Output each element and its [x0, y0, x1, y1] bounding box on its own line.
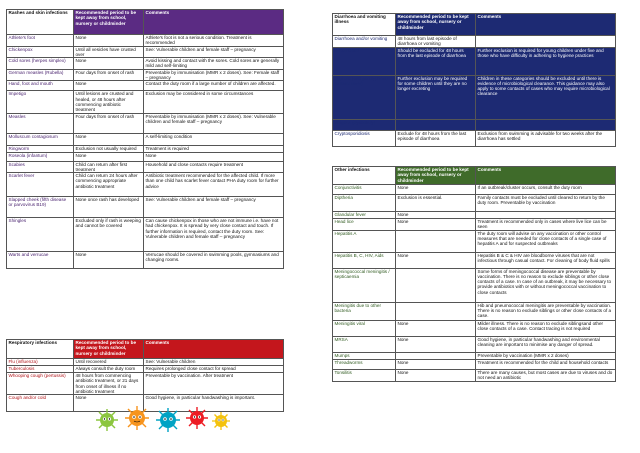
table-row	[333, 119, 616, 130]
condition-cell: Meningitis viral	[333, 320, 396, 336]
period-cell: None	[74, 252, 144, 269]
section-label: Respiratory infections	[7, 340, 74, 359]
section-label: Diarrhoea and vomiting illness	[333, 14, 396, 36]
period-cell: None	[396, 320, 476, 336]
condition-cell: Scabies	[7, 161, 74, 173]
condition-cell: Chickenpox	[7, 46, 74, 58]
comments-cell: Exclusion may be considered in some circumstances	[144, 91, 284, 113]
condition-cell: Hepatitis A	[333, 230, 396, 252]
comments-cell: None	[144, 152, 284, 161]
comments-cell: The duty room will advise on any vaccination or other control measures that are needed for close contacts of a single case of hepatitis A and for suspected outbreaks	[476, 230, 616, 252]
period-header: Recommended period to be kept away from school, nursery or childminder	[74, 10, 144, 35]
condition-cell: Impetigo	[7, 91, 74, 113]
condition-cell: Molluscum contagiosum	[7, 133, 74, 145]
table-row	[333, 359, 616, 369]
condition-cell: Mumps	[333, 352, 396, 359]
comments-cell: Contact the duty room if a large number of children are affected.	[144, 81, 284, 91]
period-cell	[396, 119, 476, 130]
comments-cell: Preventable by immunisation (MMR x 2 doses). See: Female staff – pregnancy	[144, 69, 284, 81]
diarrhoea-table	[332, 13, 616, 147]
comments-cell: Avoid kissing and contact with the sores. Cold sores are generally mild and self-limiting	[144, 58, 284, 70]
comments-cell: Treatment is recommended only in cases where live lice can be seen	[476, 219, 616, 231]
condition-cell: Conjunctivitis	[333, 185, 396, 195]
period-cell: None	[396, 212, 476, 219]
comments-cell: A self-limiting condition	[144, 133, 284, 145]
period-cell: 48 hours from last episode of diarrhoea or vomiting	[396, 36, 476, 48]
comments-cell: If an outbreak/cluster occurs, consult the duty room	[476, 185, 616, 195]
condition-cell: Diarrhoea and/or vomiting	[333, 36, 396, 48]
condition-cell: Shigella (dysentery)	[333, 119, 396, 130]
condition-cell: Athlete's foot	[7, 35, 74, 47]
table-row	[333, 268, 616, 302]
table-row	[7, 69, 284, 81]
period-cell: Exclusion not usually required	[74, 145, 144, 152]
comments-cell: Exclusion from swimming is advisable for two weeks after the diarrhoea has settled	[476, 130, 616, 146]
table-row	[7, 359, 284, 366]
table-row	[333, 212, 616, 219]
period-cell: 48 hours from commencing antibiotic treatment, or 21 days from onset of illness if no antibiotic treatment	[74, 373, 144, 395]
condition-cell: Slapped cheek (fifth disease or parvovirus B19)	[7, 197, 74, 218]
table-header	[333, 14, 616, 36]
table-row	[7, 173, 284, 197]
period-cell: None	[74, 133, 144, 145]
section-label: Rashes and skin infections	[7, 10, 74, 35]
comments-cell: Preventable by immunisation (MMR x 2 doses). See: Vulnerable children and female staff – pregnancy	[144, 113, 284, 133]
comments-header: Comments	[144, 10, 284, 35]
rashes-table	[6, 9, 284, 269]
comments-cell: Family contacts must be excluded until cleared to return by the duty room. Preventable by vaccination	[476, 195, 616, 212]
condition-cell: MRSA	[333, 336, 396, 352]
period-cell	[396, 302, 476, 320]
condition-cell: Warts and verrucae	[7, 252, 74, 269]
period-cell: Until recovered	[74, 359, 144, 366]
germ-icon	[125, 406, 149, 430]
comments-cell: Good hygiene, in particular handwashing is important.	[144, 395, 284, 412]
right-page	[320, 0, 640, 453]
condition-cell: Hepatitis B, C, HIV, Aids	[333, 252, 396, 268]
period-cell: None	[396, 219, 476, 231]
condition-cell: Head lice	[333, 219, 396, 231]
table-row	[333, 130, 616, 146]
table-row	[7, 218, 284, 252]
condition-cell: Threadworms	[333, 359, 396, 369]
condition-cell: Flu (influenza)	[7, 359, 74, 366]
condition-cell: Whooping cough (pertussis)	[7, 373, 74, 395]
condition-cell: German measles (Rubella)	[7, 69, 74, 81]
table-row	[7, 145, 284, 152]
comments-cell: Treatment is required	[144, 145, 284, 152]
germ-icon	[212, 412, 230, 430]
comments-header: Comments	[144, 340, 284, 359]
table-row	[333, 336, 616, 352]
comments-cell	[476, 119, 616, 130]
period-cell: None	[396, 185, 476, 195]
comments-cell: Further exclusion is required for young children under five and those who have difficulty in adhering to hygiene practices	[476, 47, 616, 75]
germ-icon	[186, 407, 208, 429]
comments-cell: See: Vulnerable children and female staff – pregnancy	[144, 46, 284, 58]
comments-cell: Preventable by vaccination (MMR x 2 doses)	[476, 352, 616, 359]
period-cell: Exclude for 48 hours from the last episode of diarrhoea	[396, 130, 476, 146]
condition-cell: Hand, foot and mouth	[7, 81, 74, 91]
period-cell: Child can return after first treatment	[74, 161, 144, 173]
other-infections-table	[332, 166, 616, 382]
period-cell: None	[74, 35, 144, 47]
period-cell	[396, 268, 476, 302]
condition-cell: Typhoid (and paratyphoid) (enteric fever)	[333, 75, 396, 119]
table-row	[7, 197, 284, 218]
period-cell: Excluded only if rash is weeping and cannot be covered	[74, 218, 144, 252]
table-row	[7, 113, 284, 133]
period-cell: Should be excluded for 48 hours from the last episode of diarrhoea	[396, 47, 476, 75]
condition-cell: Meningococcal meningitis / septicaemia	[333, 268, 396, 302]
comments-header: Comments	[476, 167, 616, 185]
table-row	[333, 320, 616, 336]
table-row	[7, 366, 284, 373]
table-row	[333, 230, 616, 252]
table-row	[333, 352, 616, 359]
table-row	[333, 75, 616, 119]
condition-cell: Shingles	[7, 218, 74, 252]
table-header	[333, 167, 616, 185]
comments-cell: Preventable by vaccination. After treatment	[144, 373, 284, 395]
comments-cell: Milder illness. There is no reason to exclude siblingsand other close contacts of a case. Contact tracing is not required	[476, 320, 616, 336]
period-cell	[396, 230, 476, 252]
table-row	[7, 58, 284, 70]
period-cell: None	[396, 252, 476, 268]
table-row	[333, 302, 616, 320]
comments-cell: Can cause chickenpox in those who are not immune i.e. have not had chickenpox. It is spread by very close contact and touch. If further information is required, contact the duty room. See: Vulnerable children and female staff – pregnancy	[144, 218, 284, 252]
condition-cell: Tonsilitis	[333, 369, 396, 381]
condition-cell: Cryptosporidiosis	[333, 130, 396, 146]
table-row	[7, 133, 284, 145]
period-cell: Until all vesicles have crusted over	[74, 46, 144, 58]
condition-cell: Roseola (infantum)	[7, 152, 74, 161]
condition-cell: Tuberculosis	[7, 366, 74, 373]
period-header: Recommended period to be kept away from school, nursery or childminder	[396, 14, 476, 36]
table-row	[7, 373, 284, 395]
table-row	[333, 219, 616, 231]
period-cell: Further exclusion may be required for some children until they are no longer excreting	[396, 75, 476, 119]
comments-cell: There are many causes, but most cases are due to viruses and do not need an antibiotic	[476, 369, 616, 381]
comments-cell: Requires prolonged close contact for spread	[144, 366, 284, 373]
condition-cell: Diptheria	[333, 195, 396, 212]
comments-cell: Verrucae should be covered in swimming pools, gymnasiums and changing rooms.	[144, 252, 284, 269]
period-cell: None	[74, 152, 144, 161]
comments-cell: Children in these categories should be excluded until there is evidence of microbiological clearance. This guidance may also apply to some contacts of cases who may require microbiological clearance	[476, 75, 616, 119]
table-header	[7, 10, 284, 35]
germ-icon	[96, 409, 118, 431]
condition-cell: Cough and/or cold	[7, 395, 74, 412]
comments-cell: Good hygiene, in particular handwashing and environmental cleaning are important to minimise any danger of spread.	[476, 336, 616, 352]
table-row	[7, 152, 284, 161]
period-cell: None	[396, 359, 476, 369]
comments-cell: See: Vulnerable children and female staff – pregnancy	[144, 197, 284, 218]
comments-cell	[476, 212, 616, 219]
table-row	[7, 46, 284, 58]
comments-cell: See: Vulnerable children	[144, 359, 284, 366]
period-cell: None	[74, 81, 144, 91]
period-cell: None once rash has developed	[74, 197, 144, 218]
condition-cell: E Coli O157	[333, 47, 396, 75]
table-row	[333, 252, 616, 268]
table-header	[7, 340, 284, 359]
condition-cell: Meningitis due to other bacteria	[333, 302, 396, 320]
period-cell: None	[396, 369, 476, 381]
condition-cell: Glandular fever	[333, 212, 396, 219]
condition-cell: Ringworm	[7, 145, 74, 152]
period-header: Recommended period to be kept away from school, nursery or childminder	[396, 167, 476, 185]
comments-header: Comments	[476, 14, 616, 36]
comments-cell: Athlete's foot is not a serious condition. Treatment is recommended	[144, 35, 284, 47]
comments-cell: Antibiotic treatment recommended for the affected child. If more than one child has scarlet fever contact PHA duty room for further advice	[144, 173, 284, 197]
period-cell	[396, 352, 476, 359]
comments-cell: Hib and pneumococcal meningitis are preventable by vaccination. There is no reason to exclude siblings or other close contacts of a case.	[476, 302, 616, 320]
period-cell: None	[74, 58, 144, 70]
section-label: Other infections	[333, 167, 396, 185]
table-row	[333, 47, 616, 75]
comments-cell: Treatment is recommended for the child and household contacts	[476, 359, 616, 369]
period-cell: Four days from onset of rash	[74, 69, 144, 81]
table-row	[7, 35, 284, 47]
germ-cartoon-icons	[93, 402, 233, 436]
period-cell: Until lesions are crusted and healed, or 48 hours after commencing antibiotic treatment	[74, 91, 144, 113]
period-cell: Child can return 24 hours after commencing appropriate antibiotic treatment	[74, 173, 144, 197]
period-cell: None	[74, 395, 144, 412]
table-row	[333, 195, 616, 212]
period-cell: Exclusion is essential.	[396, 195, 476, 212]
condition-cell: Cold sores (herpes simplex)	[7, 58, 74, 70]
period-cell: Always consult the duty room	[74, 366, 144, 373]
period-cell: None	[396, 336, 476, 352]
germ-icon	[156, 408, 180, 432]
condition-cell: Scarlet fever	[7, 173, 74, 197]
comments-cell: Hepatitis B & C & HIV are bloodborne viruses that are not infectious through casual contact. For cleaning of body fluid spills	[476, 252, 616, 268]
table-row	[7, 161, 284, 173]
table-row	[333, 369, 616, 381]
table-row	[7, 91, 284, 113]
comments-cell	[476, 36, 616, 48]
period-cell: Four days from onset of rash	[74, 113, 144, 133]
comments-cell: Household and close contacts require treatment	[144, 161, 284, 173]
condition-cell: Measles	[7, 113, 74, 133]
table-row	[7, 252, 284, 269]
table-row	[333, 185, 616, 195]
table-row	[333, 36, 616, 48]
comments-cell: Some forms of meningococcal disease are preventable by vaccination. There is no reason to exclude siblings or other close contacts of a case. In case of an outbreak, it may be necessary to provide antibiotics with or without meningococcal vaccination to close contacts	[476, 268, 616, 302]
period-header: Recommended period to be kept away from school, nursery or childminder	[74, 340, 144, 359]
table-row	[7, 81, 284, 91]
